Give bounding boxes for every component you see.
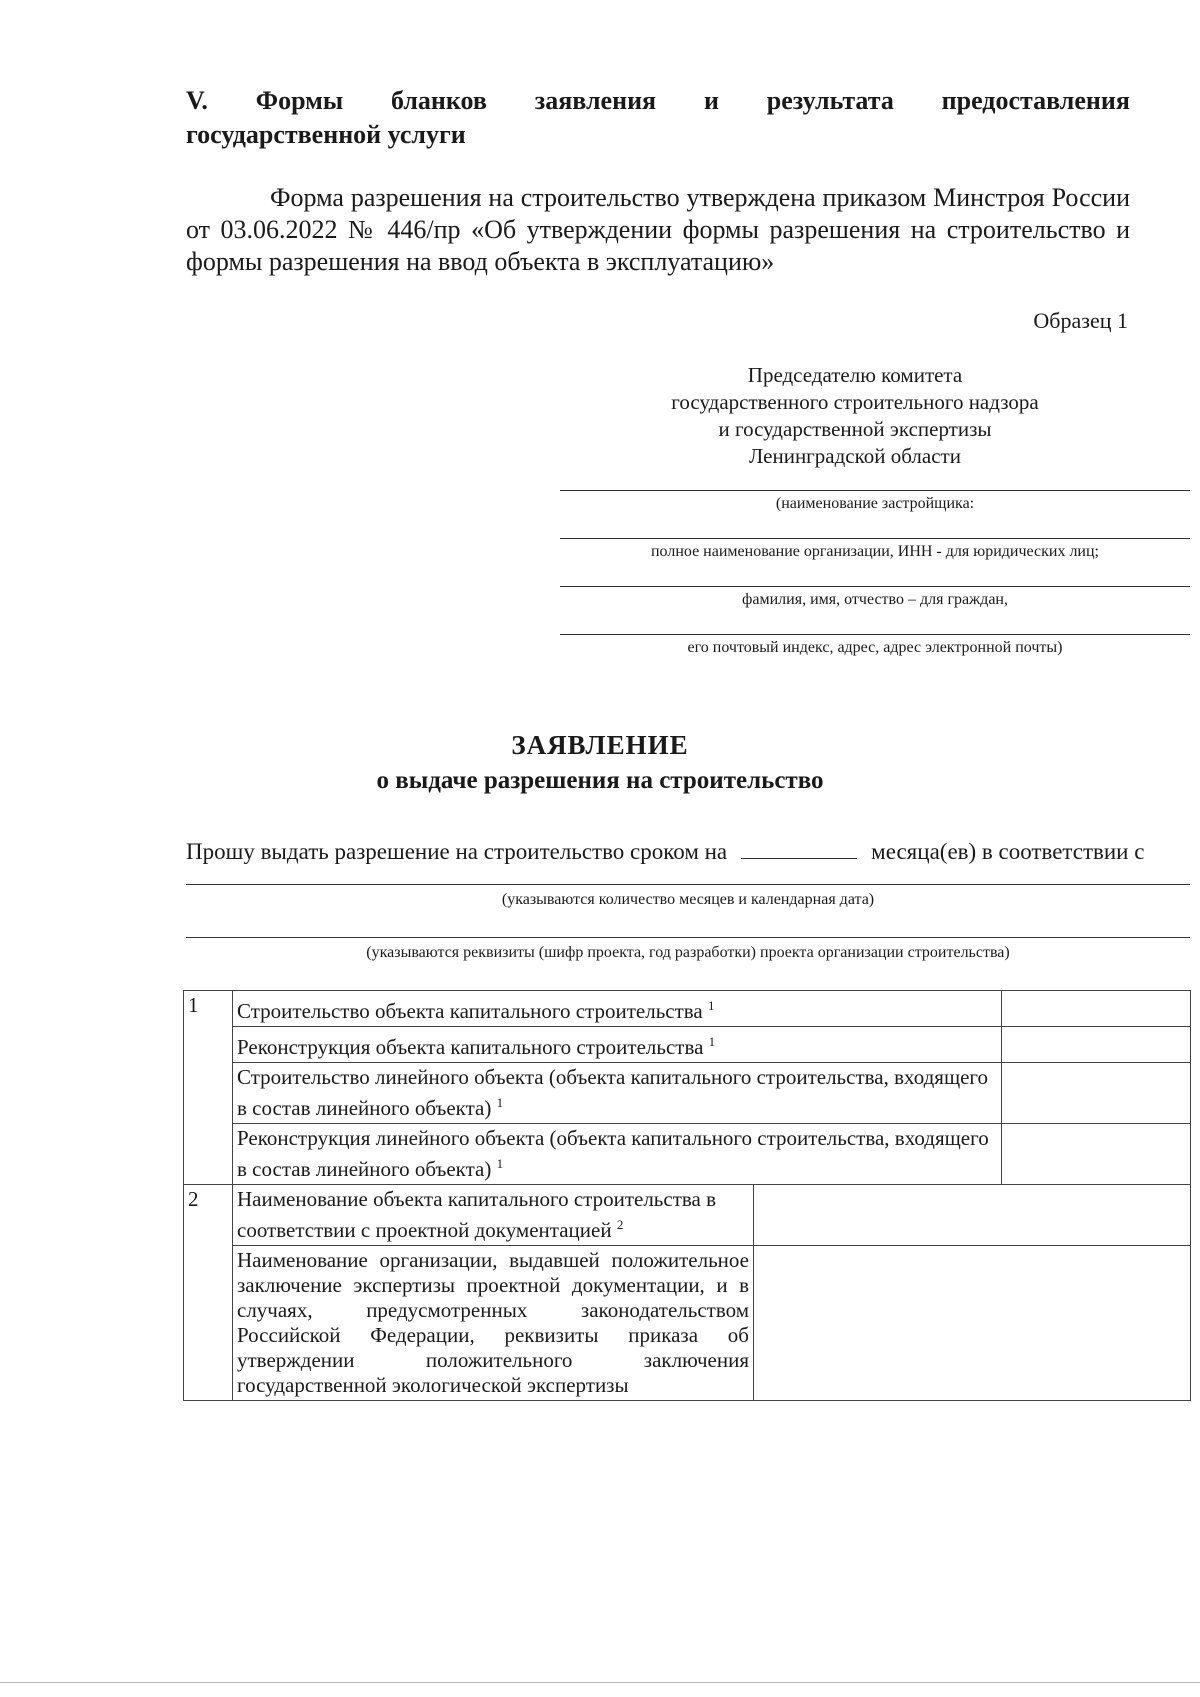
table-row [184,1027,1191,1063]
request-text-before: Прошу выдать разрешение на строительство сроком на [186,839,728,864]
table-row [184,1063,1191,1124]
months-input[interactable] [741,836,857,859]
applicant-organization-field[interactable] [560,538,1190,561]
addressee-block [610,362,1100,470]
addressee-line: Ленинградской области [749,444,961,468]
project-details-field[interactable] [186,937,1190,962]
option-label: Строительство линейного объекта (объекта капитального строительства, входящего в состав линейного объекта) $^1$ [233,1063,1002,1124]
addressee-line: и государственной экспертизы [718,417,992,441]
document-title: ЗАЯВЛЕНИЕ [511,730,689,760]
request-hint: (указываются реквизиты (шифр проекта, год разработки) проекта организации строительства) [366,944,1010,961]
option-checkbox-cell[interactable] [1002,1027,1191,1063]
item-value-cell[interactable] [754,1246,1191,1401]
document-subtitle: о выдаче разрешения на строительство [376,767,824,794]
sample-label: Образец 1 [1033,308,1128,333]
intro-paragraph: Форма разрешения на строительство утверждена приказом Минстроя России от 03.06.2022 № 446/пр «Об утверждении формы разрешения на строительство и формы разрешения на ввод объекта в эксплуатацию» [186,183,1130,276]
heading-word: результата [766,86,894,115]
table-row [184,1246,1191,1401]
section-heading-line1 [186,84,1130,118]
applicant-person-field[interactable] [560,586,1190,609]
request-text-after: месяца(ев) в соответствии с [871,839,1145,864]
section-heading-line2: государственной услуги [186,120,466,149]
applicant-hint: фамилия, имя, отчество – для граждан, [742,591,1008,608]
option-label: Строительство объекта капитального строительства $^1$ [233,991,1002,1027]
request-hint: (указываются количество месяцев и календарная дата) [501,891,875,908]
table-row [184,991,1191,1027]
section-heading [186,84,1130,152]
addressee-line: Председателю комитета [747,363,963,387]
heading-word: заявления [534,86,657,115]
table-row [184,1185,1191,1246]
applicant-hint: его почтовый индекс, адрес, адрес электронной почты) [687,639,1063,656]
heading-word: Формы [255,86,344,115]
table-row [184,1124,1191,1185]
applicant-hint: полное наименование организации, ИНН - для юридических лиц; [650,543,1099,560]
applicant-hint: (наименование застройщика: [775,495,975,512]
option-checkbox-cell[interactable] [1002,1063,1191,1124]
option-label: Реконструкция объекта капитального строительства $^1$ [233,1027,1002,1063]
applicant-name-field[interactable] [560,490,1190,513]
heading-word: и [703,86,719,115]
application-table [183,990,1191,1401]
option-checkbox-cell[interactable] [1002,991,1191,1027]
option-label: Реконструкция линейного объекта (объекта капитального строительства, входящего в состав линейного объекта) $^1$ [233,1124,1002,1185]
item-value-cell[interactable] [754,1185,1191,1246]
option-checkbox-cell[interactable] [1002,1124,1191,1185]
heading-word: бланков [390,86,487,115]
addressee-line: государственного строительного надзора [671,390,1039,414]
item-label: Наименование объекта капитального строительства в соответствии с проектной документацией $^2$ [233,1185,754,1246]
row-number: 2 [184,1185,233,1401]
row-number: 1 [184,991,233,1185]
applicant-address-field[interactable] [560,634,1190,657]
item-label: Наименование организации, выдавшей положительное заключение экспертизы проектной документации, и в случаях, предусмотренных законодательством Российской Федерации, реквизиты приказа об утверждении положительного заключения государственной экологической экспертизы [233,1246,754,1401]
heading-word: предоставления [941,86,1130,115]
months-date-field[interactable] [186,884,1190,909]
request-line [186,836,1190,865]
page-bottom-edge [0,1682,1200,1683]
heading-word: V. [186,86,208,115]
